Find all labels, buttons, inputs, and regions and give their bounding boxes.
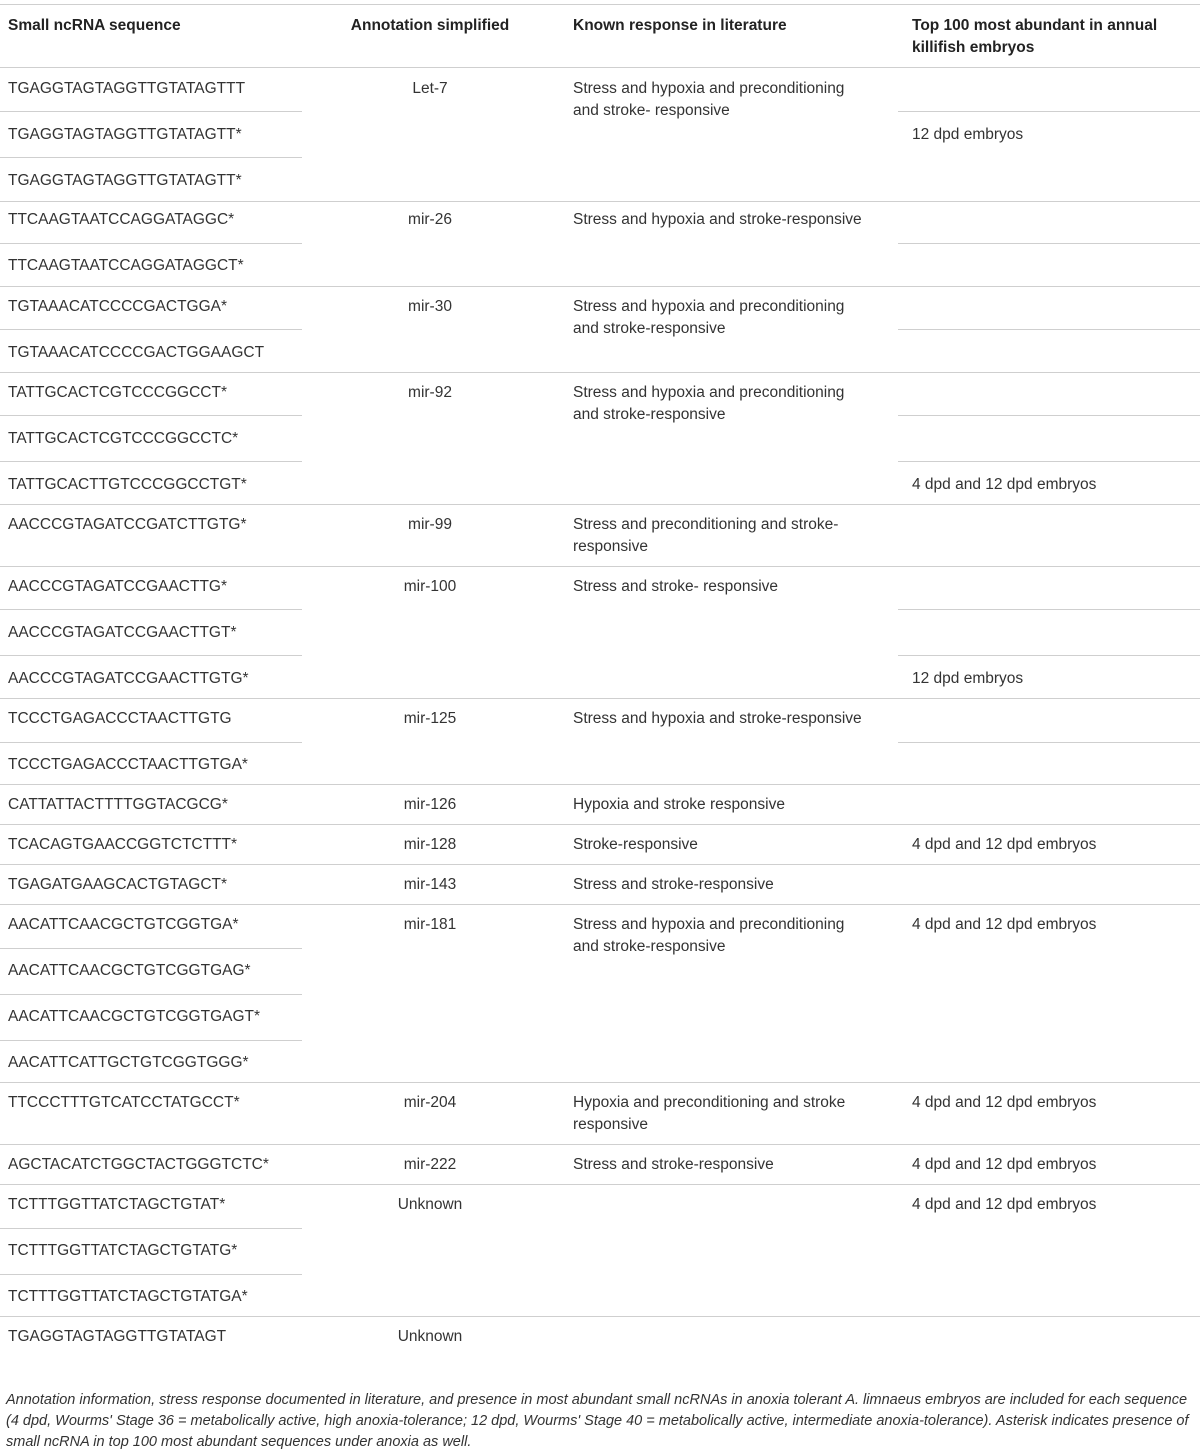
sequence-cell: TTCAAGTAATCCAGGATAGGCT* — [8, 257, 244, 274]
group-rule — [0, 864, 1200, 865]
abundance-rule — [898, 111, 1200, 112]
sequence-cell: TATTGCACTTGTCCCGGCCTGT* — [8, 476, 247, 493]
sequence-cell: TCCCTGAGACCCTAACTTGTGA* — [8, 756, 248, 773]
annotation-cell: mir-26 — [408, 211, 452, 228]
header-response: Known response in literature — [573, 17, 787, 34]
annotation-cell: mir-30 — [408, 298, 452, 315]
abundance-cell: 4 dpd and 12 dpd embryos — [912, 476, 1097, 493]
annotation-cell: mir-99 — [408, 516, 452, 533]
sequence-cell: TGAGATGAAGCACTGTAGCT* — [8, 876, 228, 893]
sequence-rule — [0, 329, 302, 330]
response-cell: Stress and hypoxia and preconditioning and stroke-responsive — [573, 298, 845, 337]
header-annotation: Annotation simplified — [350, 17, 510, 34]
sequence-cell: AACATTCATTGCTGTCGGTGGG* — [8, 1054, 249, 1071]
sequence-cell: AACATTCAACGCTGTCGGTGAGT* — [8, 1008, 261, 1025]
abundance-rule — [898, 415, 1200, 416]
header-rule — [0, 67, 1200, 68]
sequence-rule — [0, 742, 302, 743]
group-rule — [0, 372, 1200, 373]
sequence-rule — [0, 243, 302, 244]
sequence-cell: AACCCGTAGATCCGATCTTGTG* — [8, 516, 247, 533]
sequence-cell: AACATTCAACGCTGTCGGTGA* — [8, 916, 239, 933]
sequence-cell: TGAGGTAGTAGGTTGTATAGTTT — [8, 80, 246, 97]
response-cell: Stress and hypoxia and preconditioning and stroke- responsive — [573, 80, 845, 119]
sequence-rule — [0, 948, 302, 949]
response-cell: Stress and hypoxia and stroke-responsive — [573, 710, 862, 727]
abundance-rule — [898, 461, 1200, 462]
sequence-rule — [0, 461, 302, 462]
annotation-cell: mir-126 — [403, 796, 457, 813]
abundance-rule — [898, 609, 1200, 610]
sequence-cell: CATTATTACTTTTGGTACGCG* — [8, 796, 228, 813]
group-rule — [0, 504, 1200, 505]
group-rule — [0, 698, 1200, 699]
response-cell: Stress and preconditioning and stroke-responsive — [573, 516, 839, 555]
abundance-cell: 4 dpd and 12 dpd embryos — [912, 916, 1097, 933]
sequence-cell: TCTTTGGTTATCTAGCTGTATGA* — [8, 1288, 248, 1305]
abundance-cell: 4 dpd and 12 dpd embryos — [912, 1196, 1097, 1213]
sequence-cell: AACCCGTAGATCCGAACTTGT* — [8, 624, 237, 641]
abundance-rule — [898, 742, 1200, 743]
sequence-cell: TGTAAACATCCCCGACTGGAAGCT — [8, 344, 265, 361]
sequence-rule — [0, 609, 302, 610]
response-cell: Stress and stroke-responsive — [573, 876, 774, 893]
response-cell: Stress and hypoxia and preconditioning and stroke-responsive — [573, 916, 845, 955]
group-rule — [0, 566, 1200, 567]
abundance-cell: 12 dpd embryos — [912, 126, 1024, 143]
sequence-cell: AACCCGTAGATCCGAACTTG* — [8, 578, 228, 595]
response-cell: Hypoxia and preconditioning and stroke responsive — [573, 1094, 846, 1133]
group-rule — [0, 1184, 1200, 1185]
group-rule — [0, 1316, 1200, 1317]
sequence-rule — [0, 1040, 302, 1041]
abundance-cell: 4 dpd and 12 dpd embryos — [912, 1094, 1097, 1111]
annotation-cell: mir-222 — [403, 1156, 457, 1173]
header-top100: Top 100 most abundant in annual killifish embryos — [912, 17, 1158, 56]
table-top-rule — [0, 4, 1200, 5]
abundance-cell: 4 dpd and 12 dpd embryos — [912, 1156, 1097, 1173]
abundance-rule — [898, 243, 1200, 244]
annotation-cell: mir-128 — [403, 836, 457, 853]
annotation-cell: mir-181 — [403, 916, 457, 933]
sequence-cell: TTCCCTTTGTCATCCTATGCCT* — [8, 1094, 240, 1111]
annotation-cell: mir-204 — [403, 1094, 457, 1111]
group-rule — [0, 1082, 1200, 1083]
sequence-rule — [0, 994, 302, 995]
abundance-cell: 12 dpd embryos — [912, 670, 1024, 687]
annotation-cell: mir-100 — [403, 578, 457, 595]
sequence-rule — [0, 157, 302, 158]
sequence-rule — [0, 111, 302, 112]
sequence-cell: TGAGGTAGTAGGTTGTATAGTT* — [8, 126, 242, 143]
abundance-cell: 4 dpd and 12 dpd embryos — [912, 836, 1097, 853]
sequence-cell: TTCAAGTAATCCAGGATAGGC* — [8, 211, 235, 228]
sequence-rule — [0, 1228, 302, 1229]
table-footnote: Annotation information, stress response documented in literature, and presence in most abundant small ncRNAs in anoxia tolerant A. limnaeus embryos are included for each sequence (4 dpd, Wourms' Stage 36 = metabolically active, high anoxia-tolerance; 12 dpd, Wourms' Stage 40 = metabolically active, intermediate anoxia-tolerance). Asterisk indicates presence of small ncRNA in top 100 most abundant sequences under anoxia as well. — [6, 1392, 1189, 1450]
abundance-rule — [898, 329, 1200, 330]
annotation-cell: Let-7 — [412, 80, 448, 97]
sequence-cell: TCACAGTGAACCGGTCTCTTT* — [8, 836, 238, 853]
sequence-cell: TATTGCACTCGTCCCGGCCTC* — [8, 430, 239, 447]
response-cell: Stress and stroke- responsive — [573, 578, 779, 595]
response-cell: Stress and hypoxia and stroke-responsive — [573, 211, 862, 228]
response-cell: Hypoxia and stroke responsive — [573, 796, 785, 813]
sequence-rule — [0, 1274, 302, 1275]
sequence-cell: TATTGCACTCGTCCCGGCCT* — [8, 384, 227, 401]
sequence-cell: AACATTCAACGCTGTCGGTGAG* — [8, 962, 251, 979]
sequence-cell: AGCTACATCTGGCTACTGGGTCTC* — [8, 1156, 269, 1173]
group-rule — [0, 824, 1200, 825]
sequence-cell: TGAGGTAGTAGGTTGTATAGT — [8, 1328, 227, 1345]
abundance-rule — [898, 655, 1200, 656]
sequence-cell: TCTTTGGTTATCTAGCTGTAT* — [8, 1196, 226, 1213]
annotation-cell: Unknown — [397, 1196, 463, 1213]
group-rule — [0, 286, 1200, 287]
sequence-cell: AACCCGTAGATCCGAACTTGTG* — [8, 670, 249, 687]
annotation-cell: Unknown — [397, 1328, 463, 1345]
response-cell: Stress and stroke-responsive — [573, 1156, 774, 1173]
response-cell: Stress and hypoxia and preconditioning and stroke-responsive — [573, 384, 845, 423]
sequence-cell: TGTAAACATCCCCGACTGGA* — [8, 298, 228, 315]
sequence-cell: TGAGGTAGTAGGTTGTATAGTT* — [8, 172, 242, 189]
header-sequence: Small ncRNA sequence — [8, 17, 181, 34]
response-cell: Stroke-responsive — [573, 836, 698, 853]
annotation-cell: mir-125 — [403, 710, 457, 727]
group-rule — [0, 784, 1200, 785]
group-rule — [0, 904, 1200, 905]
sequence-rule — [0, 655, 302, 656]
group-rule — [0, 1144, 1200, 1145]
sequence-cell: TCCCTGAGACCCTAACTTGTG — [8, 710, 232, 727]
group-rule — [0, 201, 1200, 202]
sequence-rule — [0, 415, 302, 416]
annotation-cell: mir-92 — [408, 384, 452, 401]
sequence-cell: TCTTTGGTTATCTAGCTGTATG* — [8, 1242, 238, 1259]
annotation-cell: mir-143 — [403, 876, 457, 893]
